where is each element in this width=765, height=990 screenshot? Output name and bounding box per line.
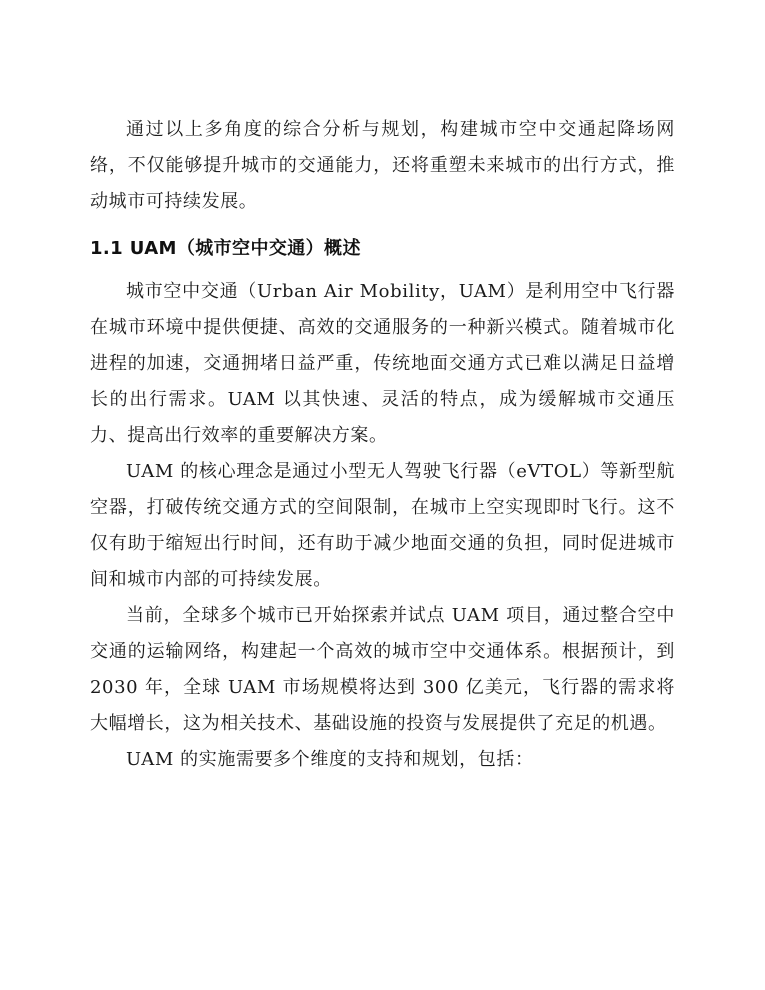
paragraph-uam-implementation: UAM 的实施需要多个维度的支持和规划，包括：	[126, 749, 534, 770]
paragraph-uam-core-concept: UAM 的核心理念是通过小型无人驾驶飞行器（eVTOL）等新型航空器，打破传统交通方式的空间限制，在城市上空实现即时飞行。这不仅有助于缩短出行时间，还有助于减少地面交通的负担，同时促进城市间和城市内部的可持续发展。	[90, 461, 675, 590]
document-body	[90, 112, 675, 778]
paragraph-uam-definition: 城市空中交通（Urban Air Mobility，UAM）是利用空中飞行器在城市环境中提供便捷、高效的交通服务的一种新兴模式。随着城市化进程的加速，交通拥堵日益严重，传统地面交通方式已难以满足日益增长的出行需求。UAM 以其快速、灵活的特点，成为缓解城市交通压力、提高出行效率的重要解决方案。	[90, 281, 675, 446]
intro-paragraph: 通过以上多角度的综合分析与规划，构建城市空中交通起降场网络，不仅能够提升城市的交通能力，还将重塑未来城市的出行方式，推动城市可持续发展。	[90, 119, 675, 212]
paragraph-uam-market: 当前，全球多个城市已开始探索并试点 UAM 项目，通过整合空中交通的运输网络，构建起一个高效的城市空中交通体系。根据预计，到 2030 年，全球 UAM 市场规模将达到 300 亿美元，飞行器的需求将大幅增长，这为相关技术、基础设施的投资与发展提供了充足的机遇。	[90, 605, 675, 734]
section-heading: 1.1 UAM（城市空中交通）概述	[90, 238, 361, 259]
